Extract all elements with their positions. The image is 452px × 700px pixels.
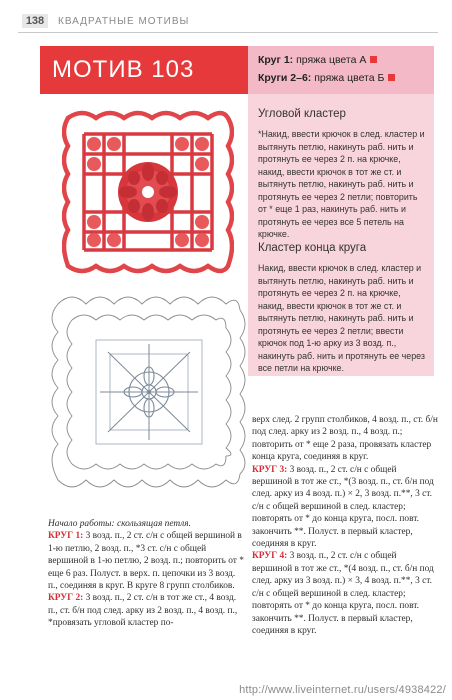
yarn-round2-text: пряжа цвета Б [314, 72, 385, 84]
corner-cluster-heading: Угловой кластер [258, 108, 346, 120]
yarn-round2 [258, 72, 395, 84]
crochet-chart-diagram [44, 284, 250, 496]
yarn-round1-label: Круг 1: [258, 54, 294, 66]
instructions-right-column [252, 414, 438, 637]
color-a-swatch-icon [370, 56, 377, 63]
end-cluster-text: Накид, ввести крючок в след. кластер и вытянуть петлю, накинуть раб. нить и протянуть ее через 2 п. на крючке, накид, ввести крючок в тот же ст. и вытянуть петлю, накинуть раб. нить и протянуть ее через 2 петли; ввести крючок под 1-ю арку из 3 возд. п., накинуть раб. нить и протянуть ее через все петли на крючке. [258, 263, 425, 373]
motif-title: МОТИВ 103 [52, 56, 195, 83]
section-title: КВАДРАТНЫЕ МОТИВЫ [58, 16, 190, 27]
round3-text: 3 возд. п., 2 ст. с/н с общей вершиной в тот же ст., *(3 возд. п., ст. б/н под след. арку из 4 возд. п.) × 2, 3 возд. п.**, 3 ст. с/н с общей вершиной в след. кластер; повторять от * до конца круга, посл. повт. закончить **. Полуст. в первый кластер, соединяя в круг. [252, 464, 434, 550]
round2-label: КРУГ 2: [48, 593, 84, 604]
page-header [18, 8, 438, 33]
round3-instruction [252, 464, 438, 551]
round1-instruction [48, 530, 244, 592]
round2-text-part1: 3 возд. п., 2 ст. с/н в тот же ст., 4 возд. п., ст. б/н под след. арку из 2 возд. п., 4 возд. п., *провязать угловой кластер по- [48, 593, 238, 629]
color-b-swatch-icon [388, 74, 395, 81]
round1-label: КРУГ 1: [48, 531, 84, 542]
round1-text: 3 возд. п., 2 ст. с/н с общей вершиной в 1-ю петлю, 2 возд. п., *3 ст. с/н с общей вершиной в 1-ю петлю, 2 возд. п.; повторить от * еще 6 раз. Полуст. в верх. п. цепочки из 3 возд. п., соединяя в круг. В круге 8 групп столбиков. [48, 531, 244, 592]
yarn-round2-label: Круги 2–6: [258, 72, 312, 84]
round2-instruction [48, 592, 244, 629]
corner-cluster-text: *Накид, ввести крючок в след. кластер и вытянуть петлю, накинуть раб. нить и протянуть ее через 2 п. на крючке, накид, ввести крючок в тот же ст. и вытянуть петлю, накинуть раб. нить и протянуть ее через 2 петли; повторить от * еще 1 раз, накинуть раб. нить и протянуть ее через все 5 петель на крючке. [258, 129, 425, 239]
round2-text-part2: верх след. 2 групп столбиков, 4 возд. п., ст. б/н под след. арку из 2 возд. п., 4 возд. п.; повторить от * еще 2 раза, провязать кластер конца круга, соединяя в круг. [252, 415, 438, 463]
round4-instruction [252, 550, 438, 637]
stitch-info-panel [248, 46, 434, 376]
end-cluster-heading: Кластер конца круга [258, 242, 367, 254]
page-number: 138 [22, 14, 48, 28]
source-url: http://www.liveinternet.ru/users/4938422/ [239, 684, 446, 696]
start-instruction: Начало работы: скользящая петля. [48, 519, 191, 529]
round4-text: 3 возд. п., 2 ст. с/н с общей вершиной в тот же ст., *(4 возд. п., ст. б/н под след. арку из 3 возд. п.) × 3, 4 возд. п.**, 3 ст. с/н с общей вершиной в след. кластер; повторять от * до конца круга, посл. повт. закончить **. Полуст. в первый кластер, соединяя в круг. [252, 551, 434, 636]
motif-title-banner [40, 46, 248, 94]
yarn-round1 [258, 54, 377, 66]
instructions-left-column [48, 518, 244, 630]
motif-photo [62, 108, 234, 276]
yarn-round1-text: пряжа цвета А [296, 54, 367, 66]
round4-label: КРУГ 4: [252, 551, 288, 562]
round3-label: КРУГ 3: [252, 464, 288, 475]
